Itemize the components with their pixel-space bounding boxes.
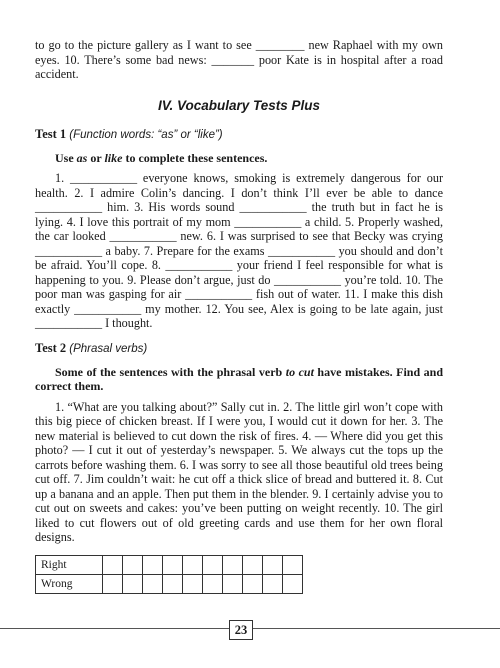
test1-heading — [35, 127, 443, 142]
answer-cell[interactable] — [203, 574, 223, 593]
answer-cell[interactable] — [223, 574, 243, 593]
answer-table — [35, 555, 303, 594]
answer-cell[interactable] — [243, 574, 263, 593]
test2-text: 1. “What are you talking about?” Sally cut in. 2. The little girl won’t cope with this big piece of chicken breast. If I were you, I would cut it down for her. 3. The new material is believed to cut down the risk of fires. 4. — Where did you get this photo? — I cut it out of yesterday’s newspaper. 5. We always cut the tops up the carrots before washing them. 6. I was sorry to see all those beautiful old trees being cut off. 7. Jim couldn’t wait: he cut off a thick slice of bread and buttered it. 8. Cut up a banana and an apple. Then put them in the blender. 9. I certainly advise you to cut out on sweets and cakes: you’ve been putting on weight recently. 10. The girl liked to cut flowers out of old greeting cards and use them for her own floral designs. — [35, 399, 443, 544]
test1-instruction — [35, 151, 443, 166]
answer-cell[interactable] — [123, 574, 143, 593]
test2-instruction-verb: to cut — [285, 364, 314, 379]
answer-cell[interactable] — [103, 574, 123, 593]
answer-cell[interactable] — [283, 555, 303, 574]
answer-cell[interactable] — [283, 574, 303, 593]
answer-cell[interactable] — [203, 555, 223, 574]
test2-subtitle: (Phrasal verbs) — [69, 342, 148, 355]
section-title: IV. Vocabulary Tests Plus — [157, 97, 321, 113]
test1-name: Test 1 — [35, 126, 67, 141]
answer-cell[interactable] — [123, 555, 143, 574]
carryover-paragraph: to go to the picture gallery as I want to see ________ new Raphael with my own eyes. 10. There’s some bad news: _______ poor Kate is in hospital after a road accident. — [35, 38, 443, 81]
page-number: 23 — [229, 620, 253, 640]
test2-instruction-pre: Some of the sentences with the phrasal verb — [55, 364, 286, 379]
answer-cell[interactable] — [103, 555, 123, 574]
answer-row-label: Right — [36, 555, 103, 574]
test2-instruction — [35, 365, 443, 394]
test1-instruction-as: as — [76, 150, 88, 165]
test1-instruction-post: to complete these sentences. — [122, 150, 268, 165]
page-content — [35, 38, 443, 594]
answer-cell[interactable] — [263, 555, 283, 574]
answer-cell[interactable] — [223, 555, 243, 574]
test1-subtitle: (Function words: “as” or “like”) — [69, 128, 223, 141]
answer-cell[interactable] — [163, 574, 183, 593]
answer-cell[interactable] — [163, 555, 183, 574]
answer-cell[interactable] — [143, 555, 163, 574]
answer-cell[interactable] — [243, 555, 263, 574]
answer-cell[interactable] — [143, 574, 163, 593]
test2-instruction-post: have mistakes. Find and correct them. — [35, 364, 443, 393]
test2-name: Test 2 — [35, 340, 67, 355]
test1-instruction-like: like — [104, 150, 123, 165]
test1-text: 1. ___________ everyone knows, smoking is extremely dangerous for our health. 2. I admire Colin’s dancing. I don’t think I’ll ever be able to dance ___________ him. 3. His words sound ___________ the truth but in fact he is lying. 4. I love this portrait of my mom ___________ a child. 5. Properly washed, the car looked ___________ new. 6. I was surprised to see that Becky was crying ___________ a baby. 7. Prepare for the exams ___________ you should and don’t be afraid. You’ll cope. 8. ___________ your friend I feel responsible for what is happening to you. 9. Please don’t argue, just do ___________ you’re told. 10. The poor man was gasping for air ___________ fish out of water. 11. I make this dish exactly ___________ my mother. 12. You see, Alex is going to be late again, just ___________ I thought. — [35, 171, 443, 330]
test1-instruction-pre: Use — [55, 150, 77, 165]
answer-cell[interactable] — [263, 574, 283, 593]
answer-row-wrong — [36, 574, 303, 593]
test2-heading — [35, 341, 443, 356]
answer-cell[interactable] — [183, 574, 203, 593]
answer-cell[interactable] — [183, 555, 203, 574]
test1-instruction-mid: or — [87, 150, 105, 165]
answer-row-right — [36, 555, 303, 574]
answer-row-label: Wrong — [36, 574, 103, 593]
